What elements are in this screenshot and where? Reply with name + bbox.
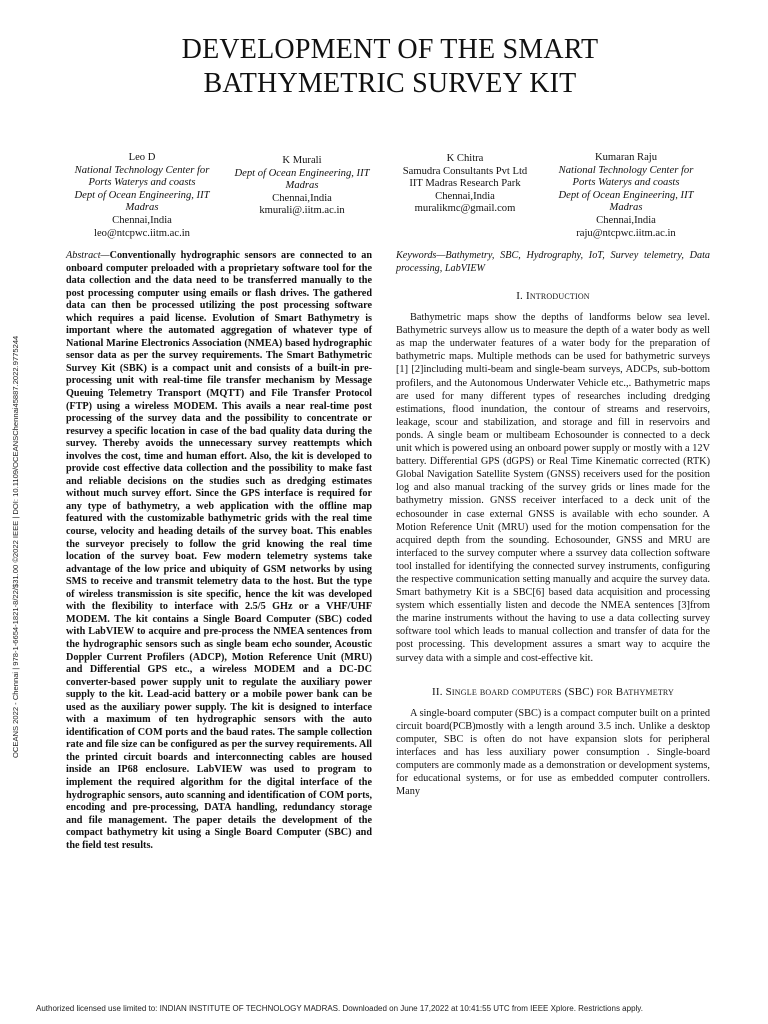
author-block-3: [385, 153, 545, 216]
conference-doi-sidebar: OCEANS 2022 - Chennai | 978-1-6654-1821-8/22/$31.00 ©2022 IEEE | DOI: 10.1109/OCEANSChennai45887.2022.9775244: [11, 335, 20, 758]
left-column: [66, 250, 372, 852]
author-affiliation: National Technology Center for: [558, 164, 694, 176]
author-block-4: [546, 152, 706, 240]
author-affiliation: Madras: [125, 202, 159, 214]
author-affiliation: Dept of Ocean Engineering, IIT: [74, 189, 210, 201]
author-name: K Murali: [282, 155, 322, 166]
author-affiliation: Samudra Consultants Pvt Ltd: [402, 165, 528, 177]
author-name: K Chitra: [446, 153, 484, 164]
abstract-label: Abstract—: [66, 250, 110, 261]
author-city: Chennai,India: [112, 214, 172, 226]
right-column: [396, 250, 710, 798]
author-affiliation: Madras: [285, 180, 319, 192]
author-block-2: [222, 155, 382, 218]
author-city: Chennai,India: [435, 190, 495, 202]
author-email: muralikmc@gmail.com: [414, 203, 516, 215]
sbc-section-text: A single-board computer (SBC) is a compact computer built on a printed circuit board(PCB)mostly with a length around 3.5 inch. Unlike a desktop computer, SBC is often do not have expansion slots for peripheral interfaces and has less auxiliary power consumption . Single-board computers are commonly made as a demonstration or development systems, for educational systems, or for use as embedded computer controllers. Many: [396, 707, 710, 798]
author-block-1: [62, 152, 222, 240]
section-heading-introduction: I. Introduction: [516, 290, 590, 303]
author-affiliation: IIT Madras Research Park: [409, 178, 521, 190]
author-city: Chennai,India: [272, 192, 332, 204]
author-city: Chennai,India: [596, 214, 656, 226]
author-affiliation: National Technology Center for: [74, 164, 210, 176]
keywords: Keywords—Bathymetry, SBC, Hydrography, IoT, Survey telemetry, Data processing, LabVIEW: [396, 250, 710, 274]
author-affiliation: Madras: [609, 202, 643, 214]
author-name: Kumaran Raju: [594, 152, 658, 163]
introduction-text: Bathymetric maps show the depths of landforms below sea level. Bathymetric surveys allow us to measure the depth of a water body as well as map the underwater features of a water body for the preparation of bathymetric maps. Multiple methods can be used for bathymetric surveys [1] [2]including multi-beam and single-beam surveys, ADCPs, sub-bottom profilers, and the Autonomous Underwater Vehicle etc.,. Bathymetric maps are used for many different types of researches including dredging estimations, flood inundation, the contour of streams and reservoirs, leakage, scour and stabilization, and storage and fill in reservoirs and ponds. A single beam or multibeam Echosounder is connected to a deck unit which is powered using an onboard power supply or mostly with a 12V battery. Differential GPS (dGPS) or Real Time Kinematic corrected (RTK) Global Navigation Satellite System (GNSS) receivers used for the position log and also manual tracking of the survey grids or lines made for the bathymetry mission. GNSS receiver interfaced to a deck unit of the echosounder in case external GNSS is available with echo sounder. A Motion Reference Unit (MRU) used for the motion compensation for the acquired depth from the sounding. Echosounder, GNSS and MRU are interfaced to the survey computer where a ssurvey data collection software tool installed for identifying the connected survey instruments, configuring the respective communication setting manually and acquire the survey data. Smart bathymetry Kit is a SBC[6] based data acquisition and processing system which essentially listen and decode the NMEA sentences [3]from the marine instruments without the having to use a data collecting survey software tool which leads to manual collection and transfer of data for the post processing. This development assures a smart way to acquire the survey data with a simple and cost-effective kit.: [396, 312, 710, 664]
abstract-text: Conventionally hydrographic sensors are connected to an onboard computer preloaded with a proprietary software tool for the data collection and the data need to be transferred manually to the post processing computer using emails or flash drives. The gathered data can then be processed utilizing the post processing software which requires a paid license. Evolution of Smart Bathymetry is important where the automated aggregation of whatever type of National Marine Electronics Association (NMEA) based hydrographic sensor data as per the survey requirements. The Smart Bathymetric Survey Kit (SBK) is a compact unit and consists of a built-in pre-processing unit with real-time file transfer mechanism by Message Queuing Telemetry Transport (MQTT) and File Transfer Protocol (FTP) using a wireless MODEM. This avails a near real-time post processing of the survey data and the possibility to concentrate or resurvey a specific location in case of the bad quality data during the survey. Thereby avoids the unnecessary survey reattempts which involves the cost, time and human effort. Also, the kit is developed to provide cost effective data collection and the possibility to make fast and reliable decisions on the studies such as dredging estimates without much survey effort. Since the GPS interface is required for any type of bathymetry, a web application with the offline map featured with the customizable bathymetric grids with the real time course, velocity and heading details of the survey boat. This enables the surveyor precisely to follow the grid knowing the real time location of the survey boat. Few modern telemetry systems take advantage of the low price and ubiquity of GSM networks by using SMS to receive and transmit telemetry data to the host. But the type of wireless transmission is site specific, hence the kit was developed with the flexibility to interface with 2.5/5 GHz or a VHF/UHF MODEM. The kit contains a Single Board Computer (SBC) coded with LabVIEW to acquire and pre-process the NMEA sentences from the hydrographic sensors such as single beam echo sounder, Acoustic Doppler Current Profilers (ADCP), Motion Reference Unit (MRU) and Differential GPS etc., a wireless MODEM and a DC-DC converter-based power supply unit to regulate the auxiliary power supply to the kit. Lead-acid battery or a mobile power bank can be used as the auxiliary power supply. The kit is designed to interface with a maximum of ten hydrographic sensors with the auto identification of COM ports and the baud rates. The sample collection rate and file size can be configured as per the survey requirements. All the printed circuit boards and interconnecting cables are housed inside an IP68 enclosure. LabVIEW was used to program to implement the required algorithm for the digital interface of the hydrographic sensors, auto scanning and identification of COM ports, encoding and pre-processing, DATA handling, redundancy storage and file management. The paper details the development of the compact bathymetry kit using a Single Board Computer (SBC) and the field test results.: [66, 250, 372, 851]
author-email: raju@ntcpwc.iitm.ac.in: [576, 227, 676, 239]
abstract: [66, 250, 372, 852]
author-affiliation: Ports Waterys and coasts: [88, 177, 196, 189]
author-email: kmurali@.iitm.ac.in: [259, 205, 345, 217]
author-affiliation: Dept of Ocean Engineering, IIT: [558, 189, 694, 201]
section-heading-sbc: II. Single board computers (SBC) for Bathymetry: [431, 685, 674, 698]
author-affiliation: Dept of Ocean Engineering, IIT: [234, 167, 370, 179]
paper-title: DEVELOPMENT OF THE SMART BATHYMETRIC SURVEY KIT: [181, 34, 599, 99]
author-name: Leo D: [128, 152, 156, 163]
author-email: leo@ntcpwc.iitm.ac.in: [94, 227, 190, 239]
ieee-footer: Authorized licensed use limited to: INDIAN INSTITUTE OF TECHNOLOGY MADRAS. Downloaded on June 17,2022 at 10:41:55 UTC from IEEE Xplore. Restrictions apply.: [36, 1004, 643, 1013]
author-affiliation: Ports Waterys and coasts: [572, 177, 680, 189]
